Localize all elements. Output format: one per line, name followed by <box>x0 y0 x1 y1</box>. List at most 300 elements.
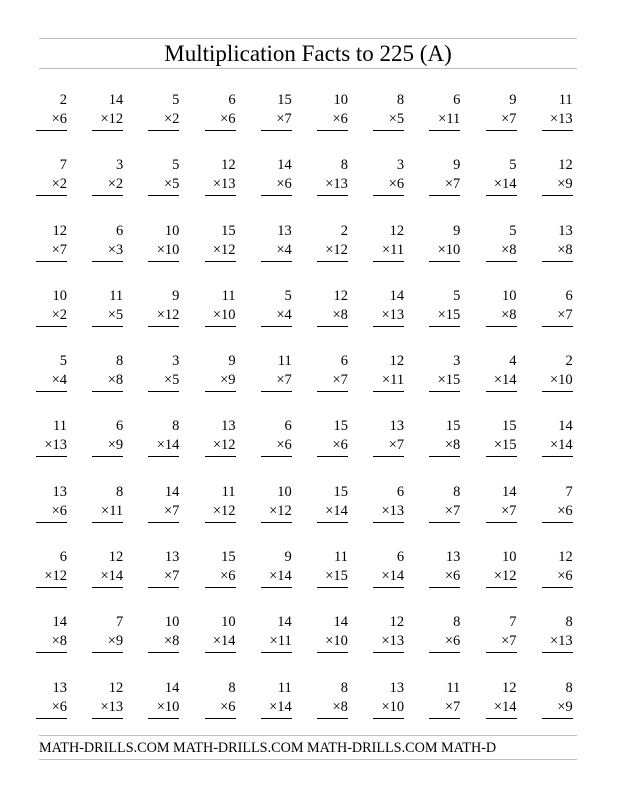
answer-line <box>261 522 292 523</box>
problem-grid <box>36 91 598 744</box>
problem <box>373 222 404 262</box>
multiplier: ×15 <box>493 437 517 454</box>
multiplicand: 14 <box>277 614 292 631</box>
answer-line <box>317 522 348 523</box>
answer-line <box>373 195 404 196</box>
multiplicand: 12 <box>221 157 236 174</box>
multiplier: ×7 <box>276 111 292 127</box>
problem <box>92 287 123 327</box>
multiplicand: 12 <box>502 679 517 696</box>
multiplicand: 12 <box>389 614 405 631</box>
multiplier: ×6 <box>51 502 67 519</box>
answer-line <box>486 130 517 131</box>
multiplier: ×11 <box>438 111 461 127</box>
problem <box>373 483 404 523</box>
answer-line <box>148 195 179 196</box>
answer-line <box>429 130 460 131</box>
answer-line <box>317 456 348 457</box>
multiplier: ×11 <box>101 502 124 519</box>
answer-line <box>373 391 404 392</box>
problem <box>429 417 460 457</box>
problem <box>148 679 179 719</box>
answer-line <box>429 652 460 653</box>
problem <box>92 679 123 719</box>
answer-line <box>36 587 67 588</box>
answer-line <box>317 130 348 131</box>
multiplicand: 9 <box>172 287 180 304</box>
multiplier: ×4 <box>51 372 67 389</box>
problem <box>486 548 517 588</box>
multiplier: ×11 <box>381 241 405 258</box>
multiplicand: 5 <box>59 353 67 370</box>
multiplier: ×6 <box>220 568 236 585</box>
multiplier: ×14 <box>212 633 236 650</box>
problem <box>92 483 123 523</box>
answer-line <box>429 326 460 327</box>
answer-line <box>429 718 460 719</box>
problem <box>486 156 517 196</box>
multiplicand: 9 <box>284 549 292 566</box>
multiplicand: 14 <box>164 679 180 696</box>
multiplicand: 11 <box>277 353 292 370</box>
answer-line <box>317 261 348 262</box>
problem <box>429 222 460 262</box>
multiplicand: 13 <box>221 418 236 435</box>
answer-line <box>317 652 348 653</box>
multiplier: ×8 <box>501 241 517 258</box>
multiplier: ×8 <box>107 372 124 389</box>
problem <box>542 483 573 523</box>
multiplicand: 5 <box>509 222 517 239</box>
answer-line <box>36 456 67 457</box>
multiplicand: 13 <box>558 222 573 239</box>
multiplicand: 14 <box>502 483 517 500</box>
multiplier: ×7 <box>444 502 461 519</box>
multiplier: ×7 <box>332 372 348 389</box>
multiplier: ×7 <box>501 633 517 650</box>
multiplier: ×15 <box>437 372 461 389</box>
multiplier: ×13 <box>381 502 405 519</box>
multiplier: ×7 <box>163 568 180 585</box>
multiplier: ×4 <box>276 241 292 258</box>
problem <box>486 417 517 457</box>
multiplier: ×9 <box>220 372 236 389</box>
problem <box>373 679 404 719</box>
multiplier: ×7 <box>501 111 517 127</box>
problem <box>317 483 348 523</box>
multiplicand: 11 <box>53 418 67 435</box>
multiplier: ×13 <box>381 306 405 323</box>
multiplier: ×10 <box>325 633 348 650</box>
problem <box>261 91 292 131</box>
answer-line <box>261 195 292 196</box>
problem <box>148 222 179 262</box>
problem <box>373 613 404 653</box>
multiplier: ×7 <box>388 437 405 454</box>
multiplier: ×12 <box>100 111 124 127</box>
multiplier: ×13 <box>381 633 405 650</box>
multiplicand: 15 <box>333 418 348 435</box>
multiplicand: 4 <box>509 353 517 370</box>
answer-line <box>373 522 404 523</box>
multiplier: ×11 <box>381 372 405 389</box>
answer-line <box>92 718 123 719</box>
answer-line <box>486 718 517 719</box>
answer-line <box>542 718 573 719</box>
answer-line <box>36 391 67 392</box>
multiplier: ×9 <box>557 176 573 193</box>
problem <box>205 352 236 392</box>
multiplicand: 12 <box>52 222 67 239</box>
answer-line <box>92 130 123 131</box>
multiplier: ×7 <box>444 176 461 193</box>
answer-line <box>542 326 573 327</box>
problem <box>92 352 123 392</box>
multiplicand: 8 <box>228 679 236 696</box>
multiplicand: 12 <box>558 157 573 174</box>
answer-line <box>36 261 67 262</box>
answer-line <box>148 718 179 719</box>
multiplier: ×12 <box>156 306 180 323</box>
multiplicand: 14 <box>277 157 292 174</box>
answer-line <box>429 456 460 457</box>
problem <box>486 679 517 719</box>
answer-line <box>317 587 348 588</box>
multiplier: ×14 <box>493 698 517 715</box>
multiplicand: 14 <box>389 287 405 304</box>
multiplier: ×2 <box>107 176 124 193</box>
answer-line <box>92 195 123 196</box>
answer-line <box>486 587 517 588</box>
problem <box>542 222 573 262</box>
multiplier: ×12 <box>212 241 236 258</box>
multiplicand: 5 <box>453 287 461 304</box>
multiplier: ×8 <box>332 306 348 323</box>
multiplicand: 7 <box>509 614 517 631</box>
multiplicand: 11 <box>109 287 124 304</box>
answer-line <box>92 261 123 262</box>
multiplicand: 5 <box>172 157 180 174</box>
answer-line <box>92 326 123 327</box>
problem <box>92 417 123 457</box>
answer-line <box>429 195 460 196</box>
multiplier: ×8 <box>163 633 180 650</box>
answer-line <box>205 456 236 457</box>
multiplier: ×6 <box>557 568 573 585</box>
multiplicand: 12 <box>389 222 405 239</box>
problem <box>205 613 236 653</box>
problem <box>36 417 67 457</box>
answer-line <box>36 195 67 196</box>
answer-line <box>317 326 348 327</box>
multiplier: ×8 <box>501 306 517 323</box>
top-rule <box>39 38 577 39</box>
multiplier: ×6 <box>276 437 292 454</box>
multiplicand: 8 <box>453 483 461 500</box>
answer-line <box>261 130 292 131</box>
multiplicand: 3 <box>115 157 124 174</box>
multiplier: ×10 <box>156 241 180 258</box>
footer-bottom-rule <box>39 759 577 760</box>
problem <box>317 156 348 196</box>
problem <box>429 548 460 588</box>
answer-line <box>486 195 517 196</box>
answer-line <box>148 391 179 392</box>
footer-text: MATH-DRILLS.COM MATH-DRILLS.COM MATH-DRILLS.COM MATH-D <box>39 740 497 756</box>
problem <box>205 483 236 523</box>
multiplicand: 15 <box>445 418 461 435</box>
answer-line <box>92 391 123 392</box>
problem <box>261 156 292 196</box>
answer-line <box>36 652 67 653</box>
multiplicand: 7 <box>59 157 67 174</box>
problem <box>148 613 179 653</box>
multiplier: ×6 <box>444 633 461 650</box>
answer-line <box>205 652 236 653</box>
answer-line <box>429 391 460 392</box>
multiplicand: 10 <box>502 287 517 304</box>
problem <box>317 548 348 588</box>
answer-line <box>148 456 179 457</box>
problem <box>148 483 179 523</box>
multiplier: ×14 <box>269 698 292 715</box>
multiplier: ×9 <box>107 437 124 454</box>
problem <box>542 613 573 653</box>
multiplier: ×13 <box>550 111 573 127</box>
problem <box>317 287 348 327</box>
multiplicand: 9 <box>228 353 236 370</box>
answer-line <box>486 326 517 327</box>
problem <box>148 156 179 196</box>
multiplicand: 15 <box>502 418 517 435</box>
problem <box>486 91 517 131</box>
multiplicand: 8 <box>115 353 124 370</box>
multiplicand: 8 <box>453 614 461 631</box>
multiplier: ×8 <box>557 241 573 258</box>
multiplicand: 13 <box>277 222 292 239</box>
multiplicand: 3 <box>172 353 180 370</box>
problem <box>148 91 179 131</box>
multiplicand: 5 <box>172 92 180 108</box>
multiplier: ×10 <box>212 306 236 323</box>
problem <box>205 222 236 262</box>
answer-line <box>205 522 236 523</box>
problem <box>92 548 123 588</box>
multiplicand: 14 <box>108 92 124 108</box>
answer-line <box>373 652 404 653</box>
problem <box>429 679 460 719</box>
multiplier: ×6 <box>51 698 67 715</box>
answer-line <box>205 587 236 588</box>
multiplier: ×6 <box>51 111 67 127</box>
multiplier: ×10 <box>550 372 573 389</box>
multiplicand: 6 <box>115 418 124 435</box>
problem <box>429 613 460 653</box>
multiplicand: 6 <box>396 483 405 500</box>
multiplicand: 8 <box>565 614 573 631</box>
multiplier: ×6 <box>332 437 348 454</box>
multiplier: ×6 <box>220 111 236 127</box>
multiplicand: 13 <box>52 679 67 696</box>
problem <box>92 156 123 196</box>
answer-line <box>317 195 348 196</box>
answer-line <box>205 130 236 131</box>
problem <box>261 483 292 523</box>
multiplicand: 9 <box>453 222 461 239</box>
multiplier: ×5 <box>107 306 124 323</box>
multiplicand: 6 <box>340 353 348 370</box>
multiplicand: 6 <box>228 92 236 108</box>
answer-line <box>486 261 517 262</box>
answer-line <box>486 456 517 457</box>
multiplier: ×15 <box>437 306 461 323</box>
footer-top-rule <box>39 735 577 736</box>
multiplicand: 12 <box>108 679 124 696</box>
multiplier: ×10 <box>156 698 180 715</box>
multiplier: ×5 <box>388 111 405 127</box>
multiplicand: 3 <box>453 353 461 370</box>
multiplicand: 8 <box>396 92 405 108</box>
answer-line <box>92 652 123 653</box>
problem <box>373 287 404 327</box>
answer-line <box>429 261 460 262</box>
problem <box>205 287 236 327</box>
answer-line <box>542 652 573 653</box>
multiplier: ×7 <box>501 502 517 519</box>
problem <box>486 483 517 523</box>
multiplicand: 11 <box>558 92 573 108</box>
multiplier: ×14 <box>100 568 124 585</box>
multiplicand: 12 <box>558 549 573 566</box>
multiplier: ×7 <box>444 698 461 715</box>
title-underline <box>39 68 577 69</box>
multiplicand: 13 <box>389 418 405 435</box>
multiplier: ×5 <box>163 372 180 389</box>
multiplier: ×6 <box>444 568 461 585</box>
multiplicand: 3 <box>396 157 405 174</box>
problem <box>36 548 67 588</box>
problem <box>36 613 67 653</box>
answer-line <box>261 391 292 392</box>
multiplicand: 10 <box>164 222 180 239</box>
multiplicand: 6 <box>115 222 124 239</box>
multiplicand: 6 <box>284 418 292 435</box>
multiplicand: 7 <box>115 614 124 631</box>
multiplier: ×9 <box>107 633 124 650</box>
multiplicand: 15 <box>277 92 292 108</box>
multiplicand: 13 <box>164 549 180 566</box>
problem <box>92 91 123 131</box>
problem <box>317 613 348 653</box>
multiplier: ×14 <box>156 437 180 454</box>
problem <box>542 679 573 719</box>
problem <box>373 548 404 588</box>
multiplicand: 13 <box>52 483 67 500</box>
problem <box>486 287 517 327</box>
multiplicand: 10 <box>277 483 292 500</box>
answer-line <box>92 522 123 523</box>
multiplicand: 7 <box>565 483 573 500</box>
multiplier: ×12 <box>493 568 517 585</box>
answer-line <box>148 326 179 327</box>
multiplier: ×14 <box>381 568 405 585</box>
problem <box>36 156 67 196</box>
multiplicand: 9 <box>453 157 461 174</box>
multiplier: ×2 <box>51 176 67 193</box>
multiplicand: 11 <box>333 549 348 566</box>
answer-line <box>486 391 517 392</box>
problem <box>486 352 517 392</box>
multiplicand: 5 <box>509 157 517 174</box>
answer-line <box>429 587 460 588</box>
answer-line <box>261 326 292 327</box>
multiplier: ×14 <box>493 372 517 389</box>
problem <box>261 613 292 653</box>
multiplicand: 2 <box>59 92 67 108</box>
problem <box>373 156 404 196</box>
problem <box>429 352 460 392</box>
answer-line <box>429 522 460 523</box>
multiplier: ×8 <box>444 437 461 454</box>
multiplier: ×14 <box>550 437 573 454</box>
answer-line <box>261 261 292 262</box>
answer-line <box>261 718 292 719</box>
answer-line <box>317 718 348 719</box>
problem <box>36 679 67 719</box>
problem <box>317 91 348 131</box>
multiplicand: 14 <box>164 483 180 500</box>
problem <box>542 548 573 588</box>
answer-line <box>542 587 573 588</box>
multiplier: ×8 <box>332 698 348 715</box>
answer-line <box>373 456 404 457</box>
answer-line <box>92 587 123 588</box>
problem <box>429 287 460 327</box>
multiplier: ×2 <box>163 111 180 127</box>
multiplier: ×12 <box>212 502 236 519</box>
multiplier: ×13 <box>325 176 348 193</box>
multiplier: ×10 <box>381 698 405 715</box>
multiplicand: 13 <box>389 679 405 696</box>
answer-line <box>36 718 67 719</box>
multiplier: ×6 <box>557 502 573 519</box>
problem <box>373 91 404 131</box>
problem <box>261 287 292 327</box>
multiplier: ×7 <box>163 502 180 519</box>
multiplier: ×6 <box>220 698 236 715</box>
multiplicand: 13 <box>445 549 461 566</box>
answer-line <box>486 522 517 523</box>
answer-line <box>148 522 179 523</box>
problem <box>261 222 292 262</box>
answer-line <box>373 718 404 719</box>
multiplicand: 5 <box>284 287 292 304</box>
answer-line <box>148 652 179 653</box>
multiplier: ×3 <box>107 241 124 258</box>
multiplier: ×7 <box>51 241 67 258</box>
multiplicand: 8 <box>172 418 180 435</box>
multiplier: ×5 <box>163 176 180 193</box>
problem <box>36 91 67 131</box>
multiplier: ×14 <box>269 568 292 585</box>
problem <box>317 679 348 719</box>
multiplicand: 15 <box>221 222 236 239</box>
problem <box>36 483 67 523</box>
problem <box>542 91 573 131</box>
answer-line <box>373 326 404 327</box>
problem <box>486 613 517 653</box>
multiplicand: 6 <box>565 287 573 304</box>
